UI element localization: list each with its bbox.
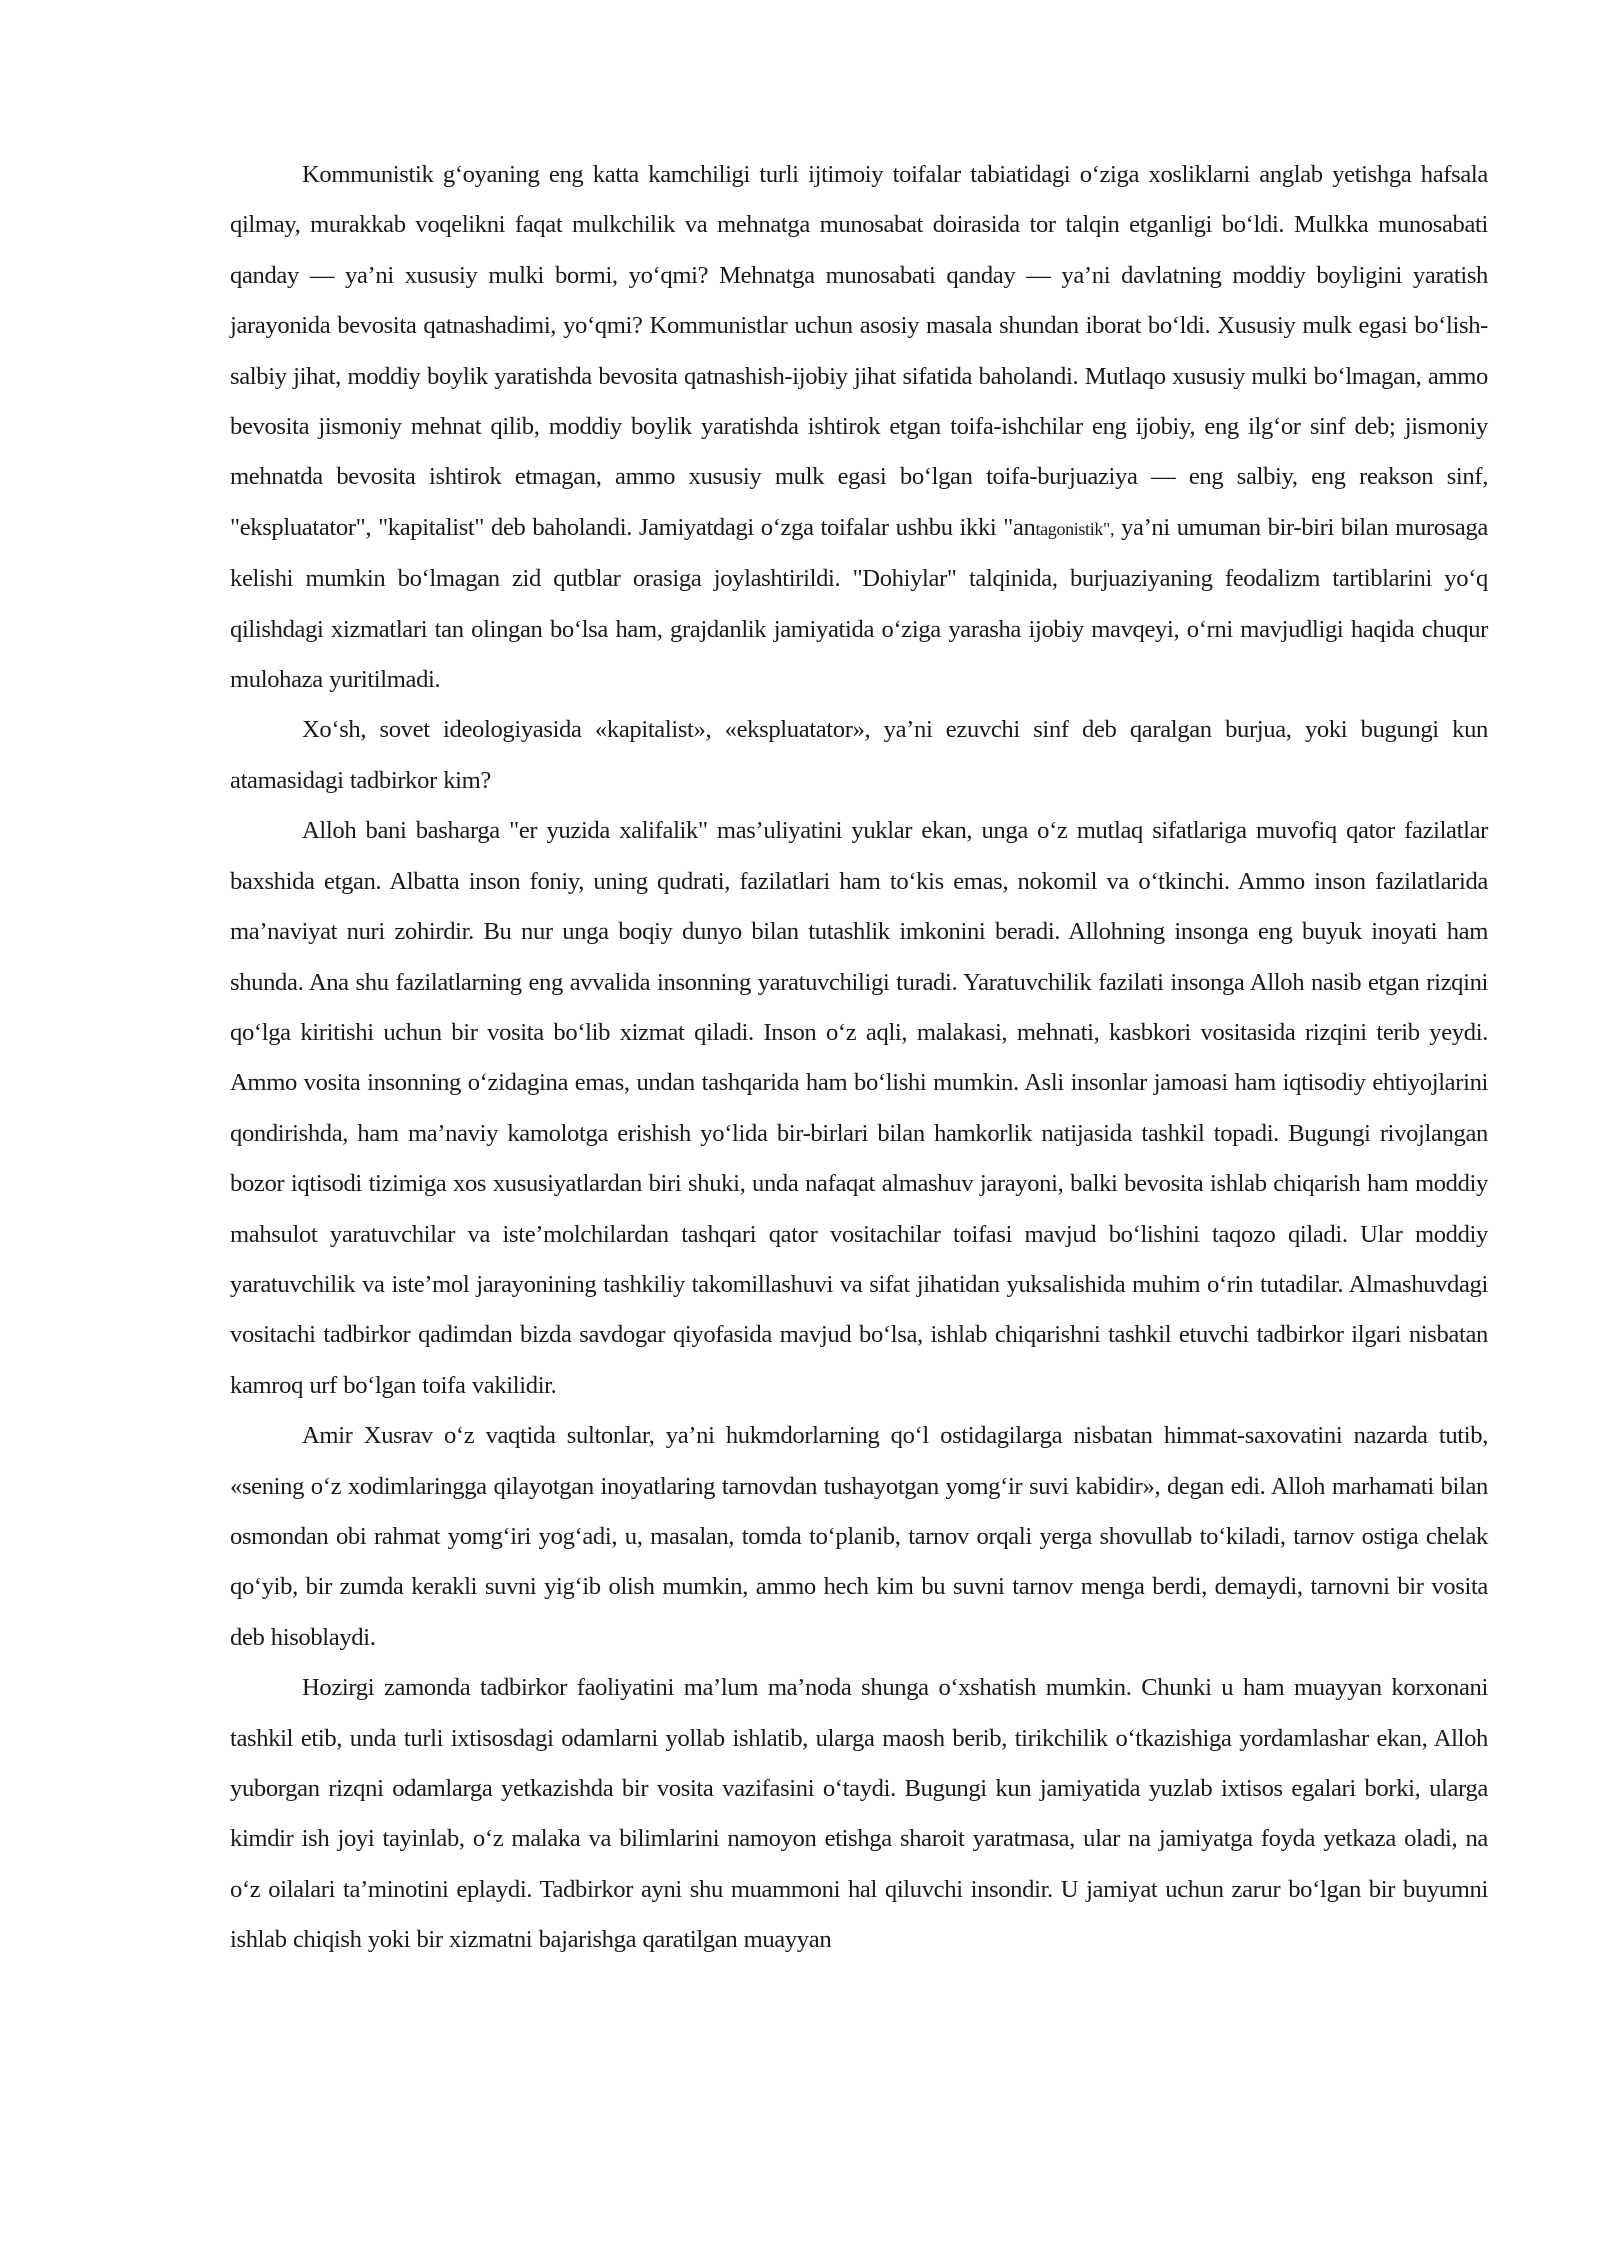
document-page xyxy=(230,150,1488,1966)
paragraph-question: Xo‘sh, sovet ideologiyasida «kapitalist», «ekspluatator», ya’ni ezuvchi sinf deb qaralgan burjua, yoki bugungi kun atamasidagi tadbirkor kim? xyxy=(230,716,1488,794)
paragraph-1-small-text: tagonistik", xyxy=(1035,518,1115,539)
paragraph-allah-virtues: Alloh bani basharga "er yuzida xalifalik" mas’uliyatini yuklar ekan, unga o‘z mutlaq sifatlariga muvofiq qator fazilatlar baxshida etgan. Albatta inson foniy, uning qudrati, fazilatlari ham to‘kis emas, nokomil va o‘tkinchi. Ammo inson fazilatlarida ma’naviyat nuri zohirdir. Bu nur unga boqiy dunyo bilan tutashlik imkonini beradi. Allohning insonga eng buyuk inoyati ham shunda. Ana shu fazilatlarning eng avvalida insonning yaratuvchiligi turadi. Yaratuvchilik fazilati insonga Alloh nasib etgan rizqini qo‘lga kiritishi uchun bir vosita bo‘lib xizmat qiladi. Inson o‘z aqli, malakasi, mehnati, kasbkori vositasida rizqini terib yeydi. Ammo vosita insonning o‘zidagina emas, undan tashqarida ham bo‘lishi mumkin. Asli insonlar jamoasi ham iqtisodiy ehtiyojlarini qondirishda, ham ma’naviy kamolotga erishish yo‘lida bir-birlari bilan hamkorlik natijasida tashkil topadi. Bugungi rivojlangan bozor iqtisodi tizimiga xos xususiyatlardan biri shuki, unda nafaqat almashuv jarayoni, balki bevosita ishlab chiqarish ham moddiy mahsulot yaratuvchilar va iste’molchilardan tashqari qator vositachilar toifasi mavjud bo‘lishini taqozo qiladi. Ular moddiy yaratuvchilik va iste’mol jarayonining tashkiliy takomillashuvi va sifat jihatidan yuksalishida muhim o‘rin tutadilar. Almashuvdagi vositachi tadbirkor qadimdan bizda savdogar qiyofasida mavjud bo‘lsa, ishlab chiqarishni tashkil etuvchi tadbirkor ilgari nisbatan kamroq urf bo‘lgan toifa vakilidir. xyxy=(230,817,1488,1399)
paragraph-entrepreneur: Hozirgi zamonda tadbirkor faoliyatini ma’lum ma’noda shunga o‘xshatish mumkin. Chunki u ham muayyan korxonani tashkil etib, unda turli ixtisosdagi odamlarni yollab ishlatib, ularga maosh berib, tirikchilik o‘tkazishiga yordamlashar ekan, Alloh yuborgan rizqni odamlarga yetkazishda bir vosita vazifasini o‘taydi. Bugungi kun jamiyatida yuzlab ixtisos egalari borki, ularga kimdir ish joyi tayinlab, o‘z malaka va bilimlarini namoyon etishga sharoit yaratmasa, ular na jamiyatga foyda yetkaza oladi, na o‘z oilalari ta’minotini eplaydi. Tadbirkor ayni shu muammoni hal qiluvchi insondir. U jamiyat uchun zarur bo‘lgan bir buyumni ishlab chiqish yoki bir xizmatni bajarishga qaratilgan muayyan xyxy=(230,1674,1488,1954)
paragraph-1-text-start: Kommunistik g‘oyaning eng katta kamchiligi turli ijtimoiy toifalar tabiatidagi o‘ziga xosliklarni anglab yetishga hafsala qilmay, murakkab voqelikni faqat mulkchilik va mehnatga munosabat doirasida tor talqin etganligi bo‘ldi. Mulkka munosabati qanday — ya’ni xususiy mulki bormi, yo‘qmi? Mehnatga munosabati qanday — ya’ni davlatning moddiy boyligini yaratish jarayonida bevosita qatnashadimi, yo‘qmi? Kommunistlar uchun asosiy masala shundan iborat bo‘ldi. Xususiy mulk egasi bo‘lish-salbiy jihat, moddiy boylik yaratishda bevosita qatnashish-ijobiy jihat sifatida baholandi. Mutlaqo xususiy mulki bo‘lmagan, ammo bevosita jismoniy mehnat qilib, moddiy boylik yaratishda ishtirok etgan toifa-ishchilar eng ijobiy, eng ilg‘or sinf deb; jismoniy mehnatda bevosita ishtirok etmagan, ammo xususiy mulk egasi bo‘lgan toifa-burjuaziya — eng salbiy, eng reakson sinf, "ekspluatator", "kapitalist" deb baholandi. Jamiyatdagi o‘zga toifalar ushbu ikki "an xyxy=(230,161,1488,541)
paragraph-1-text-end: ya’ni umuman bir-biri bilan murosaga kelishi mumkin bo‘lmagan zid qutblar orasiga joylashtirildi. "Dohiylar" talqinida, burjuaziyaning feodalizm tartiblarini yo‘q qilishdagi xizmatlari tan olingan bo‘lsa ham, grajdanlik jamiyatida o‘ziga yarasha ijobiy mavqeyi, o‘rni mavjudligi haqida chuqur mulohaza yuritilmadi. xyxy=(230,513,1488,694)
paragraph-amir-khusrav: Amir Xusrav o‘z vaqtida sultonlar, ya’ni hukmdorlarning qo‘l ostidagilarga nisbatan himmat-saxovatini nazarda tutib, «sening o‘z xodimlaringga qilayotgan inoyatlaring tarnovdan tushayotgan yomg‘ir suvi kabidir», degan edi. Alloh marhamati bilan osmondan obi rahmat yomg‘iri yog‘adi, u, masalan, tomda to‘planib, tarnov orqali yerga shovullab to‘kiladi, tarnov ostiga chelak qo‘yib, bir zumda kerakli suvni yig‘ib olish mumkin, ammo hech kim bu suvni tarnov menga berdi, demaydi, tarnovni bir vosita deb hisoblaydi. xyxy=(230,1422,1488,1651)
paragraph-communist-idea xyxy=(230,150,1488,705)
